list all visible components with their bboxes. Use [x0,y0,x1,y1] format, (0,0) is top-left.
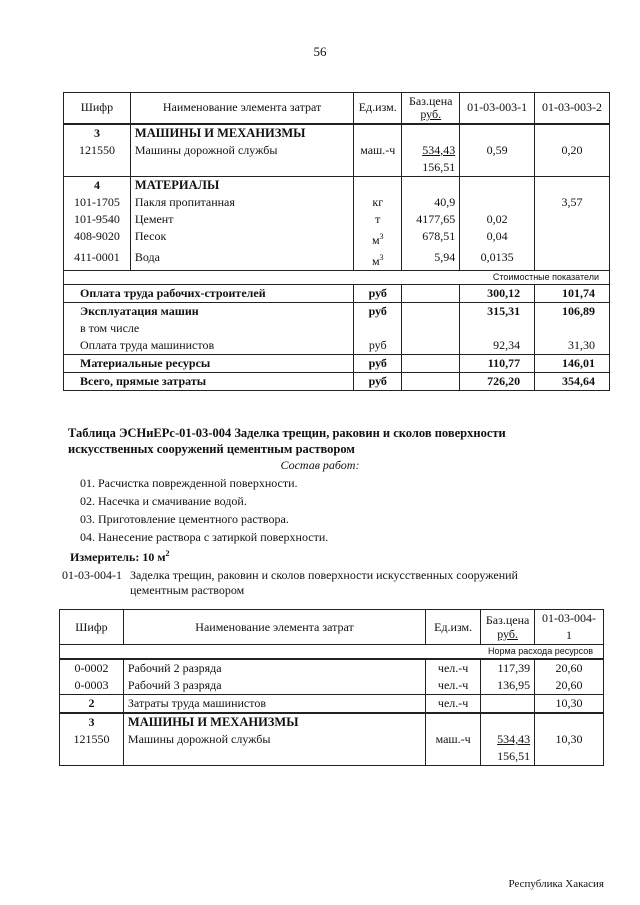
table-row [64,194,610,211]
header-name: Наименование элемента затрат [130,93,353,124]
cost-value-2: 354,64 [535,372,610,390]
row-name: МАШИНЫ И МЕХАНИЗМЫ [123,713,425,731]
row-price [402,142,460,177]
row-unit [354,228,402,249]
work-item: 04. Нанесение раствора с затиркой поверхности. [80,530,329,544]
work-item: 02. Насечка и смачивание водой. [80,494,247,508]
norm-description-line1: Заделка трещин, раковин и сколов поверхности искусственных сооружений [130,568,518,582]
row-name: Рабочий 2 разряда [123,659,425,677]
header-col-2: 01-03-003-2 [535,93,610,124]
row-price: 5,94 [402,249,460,271]
table-row [60,677,604,695]
row-code: 3 [60,713,124,731]
cost-row [64,372,610,390]
table-row [64,176,610,194]
row-code: 0-0002 [60,659,124,677]
row-price-sub: 156,51 [422,159,456,174]
header-price-line1: Баз.цена [408,93,453,108]
row-code: 121550 [60,731,124,766]
work-item: 03. Приготовление цементного раствора. [80,512,289,526]
header-price [402,93,460,124]
cost-row [64,302,610,320]
table-row [64,249,610,271]
table-row [64,142,610,177]
row-unit: чел.-ч [426,659,481,677]
cost-name: Эксплуатация машин [64,302,354,320]
row-name: Песок [130,228,353,249]
unit-text: м [371,232,380,247]
footer-region: Республика Хакасия [508,878,604,890]
row-price: 678,51 [402,228,460,249]
row-code: 121550 [64,142,131,177]
cost-unit: руб [354,354,402,372]
row-unit: маш.-ч [354,142,402,177]
header-code: Шифр [60,610,124,645]
row-price-main: 534,43 [422,142,456,157]
cost-unit: руб [354,284,402,302]
measurer [70,549,170,565]
row-code: 408-9020 [64,228,131,249]
composition-heading: Состав работ: [280,458,360,472]
row-name: Затраты труда машинистов [123,695,425,714]
row-code: 411-0001 [64,249,131,271]
cost-value-1: 110,77 [460,354,535,372]
cost-value-1: 92,34 [460,337,535,355]
row-name: Машины дорожной службы [130,142,353,177]
table-title-line2: искусственных сооружений цементным раствором [68,442,355,456]
row-value-1 [460,194,535,211]
norm-label: Норма расхода ресурсов [60,645,604,660]
cost-unit: руб [354,337,402,355]
row-code: 2 [60,695,124,714]
norm-description [130,568,590,598]
row-value-2 [535,228,610,249]
norm-code: 01-03-004-1 [62,568,122,582]
row-name: Цемент [130,211,353,228]
row-code: 3 [64,124,131,142]
unit-sup: 3 [379,231,384,241]
cost-name: Оплата труда рабочих-строителей [64,284,354,302]
header-unit: Ед.изм. [426,610,481,645]
header-price-line1: Баз.цена [485,613,530,627]
row-unit: маш.-ч [426,731,481,766]
row-value-2: 0,20 [535,142,610,177]
table-header [64,93,610,124]
row-name: Вода [130,249,353,271]
measurer-text: Измеритель: 10 м [70,550,166,564]
row-value-2: 3,57 [535,194,610,211]
row-code: 4 [64,176,131,194]
table-row [60,713,604,731]
resource-table-1 [63,92,610,391]
row-code: 101-9540 [64,211,131,228]
row-value-2 [535,249,610,271]
header-price-line2: руб. [497,627,518,641]
cost-value-1: 300,12 [460,284,535,302]
row-code: 0-0003 [60,677,124,695]
header-col-1: 01-03-004-1 [535,610,604,645]
row-price-sub: 156,51 [497,749,531,763]
cost-row [64,354,610,372]
header-col-1: 01-03-003-1 [460,93,535,124]
row-unit: т [354,211,402,228]
row-price: 40,9 [402,194,460,211]
row-price [481,695,535,714]
header-price-line2: руб. [420,106,442,121]
row-code: 101-1705 [64,194,131,211]
table-row [60,695,604,714]
work-item: 01. Расчистка поврежденной поверхности. [80,476,298,490]
row-unit [354,249,402,271]
cost-value-2: 101,74 [535,284,610,302]
table-row [64,228,610,249]
row-unit: чел.-ч [426,677,481,695]
norm-label-row [60,645,604,660]
row-unit: кг [354,194,402,211]
row-value-1: 0,0135 [460,249,535,271]
cost-name: Оплата труда машинистов [64,337,354,355]
row-price: 136,95 [481,677,535,695]
cost-label-row [64,270,610,284]
row-value-1: 20,60 [535,659,604,677]
row-value-1: 0,02 [460,211,535,228]
header-name: Наименование элемента затрат [123,610,425,645]
cost-unit: руб [354,302,402,320]
row-value-1: 0,04 [460,228,535,249]
cost-value-2: 31,30 [535,337,610,355]
row-name: Рабочий 3 разряда [123,677,425,695]
header-unit: Ед.изм. [354,93,402,124]
header-code: Шифр [64,93,131,124]
table-title [68,425,588,457]
cost-value-1: 726,20 [460,372,535,390]
cost-value-2: 146,01 [535,354,610,372]
unit-sup: 3 [379,252,384,262]
cost-name: Материальные ресурсы [64,354,354,372]
row-name: Машины дорожной службы [123,731,425,766]
table-row [64,211,610,228]
row-name: Пакля пропитанная [130,194,353,211]
cost-name: в том числе [64,320,354,337]
cost-value-1: 315,31 [460,302,535,320]
row-price: 117,39 [481,659,535,677]
row-value-2 [535,211,610,228]
row-price-main: 534,43 [497,732,531,746]
row-value-1: 10,30 [535,731,604,766]
page-number: 56 [313,44,327,59]
cost-unit: руб [354,372,402,390]
table-row [60,659,604,677]
row-price: 4177,65 [402,211,460,228]
table-row [60,731,604,766]
unit-text: м [371,253,380,268]
cost-row [64,320,610,337]
row-value-1: 10,30 [535,695,604,714]
table-row [64,124,610,142]
row-value-1: 0,59 [460,142,535,177]
row-unit: чел.-ч [426,695,481,714]
row-name: МАТЕРИАЛЫ [130,176,353,194]
norm-description-line2: цементным раствором [130,583,245,597]
cost-row [64,284,610,302]
cost-label: Стоимостные показатели [64,270,610,284]
table-header [60,610,604,645]
cost-value-2: 106,89 [535,302,610,320]
table-title-line1: Таблица ЭСНиЕРс-01-03-004 Заделка трещин, раковин и сколов поверхности [68,426,506,440]
measurer-sup: 2 [165,549,170,558]
cost-name: Всего, прямые затраты [64,372,354,390]
header-price [481,610,535,645]
row-value-1: 20,60 [535,677,604,695]
resource-table-2 [59,609,604,766]
cost-row [64,337,610,355]
row-name: МАШИНЫ И МЕХАНИЗМЫ [130,124,353,142]
row-price [481,731,535,766]
